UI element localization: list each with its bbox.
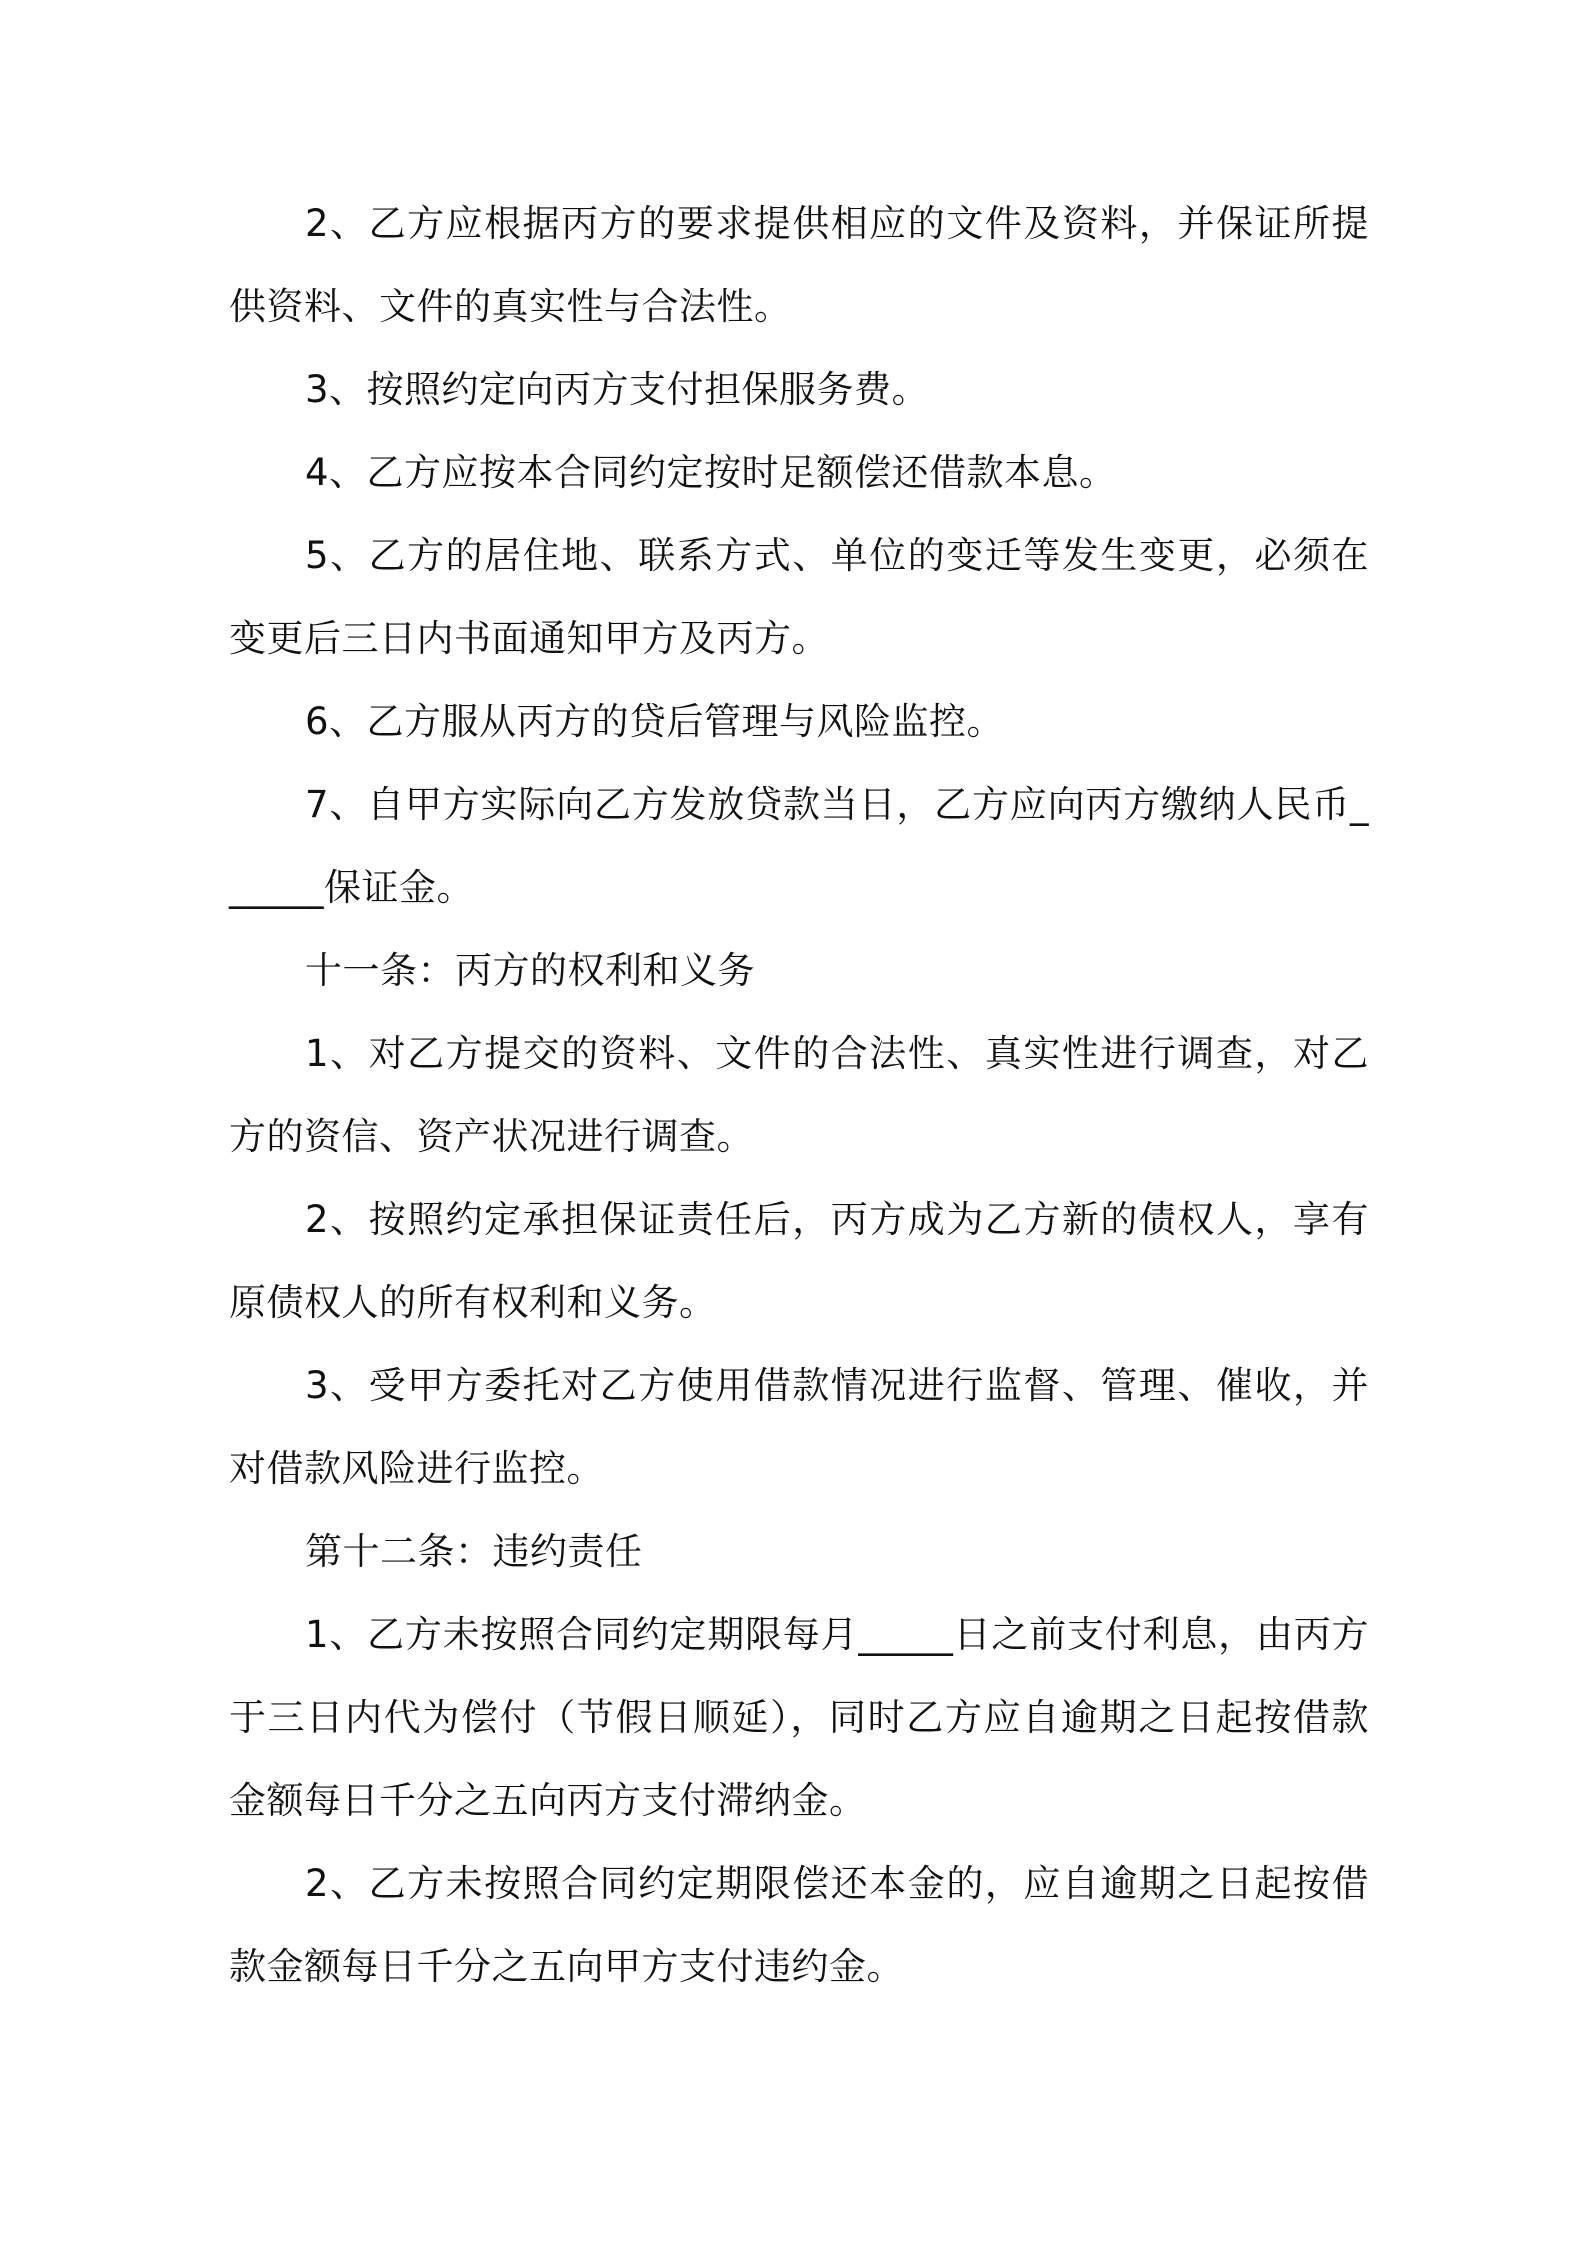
clause-6-risk-monitoring: 6、乙方服从丙方的贷后管理与风险监控。 <box>305 700 1005 743</box>
clause-1-investigation: 1、对乙方提交的资料、文件的合法性、真实性进行调查，对乙方的资信、资产状况进行调查。 <box>229 1032 1369 1158</box>
section-heading-12: 第十二条：违约责任 <box>305 1530 643 1573</box>
clause-5-notify-changes: 5、乙方的居住地、联系方式、单位的变迁等发生变更，必须在变更后三日内书面通知甲方及丙方。 <box>229 534 1369 660</box>
clause-1-late-interest: 1、乙方未按照合同约定期限每月_____日之前支付利息，由丙方于三日内代为偿付（节假日顺延），同时乙方应自逾期之日起按借款金额每日千分之五向丙方支付滞纳金。 <box>229 1613 1369 1822</box>
clause-7-deposit: 7、自甲方实际向乙方发放贷款当日，乙方应向丙方缴纳人民币______保证金。 <box>229 783 1369 909</box>
clause-3-supervision: 3、受甲方委托对乙方使用借款情况进行监督、管理、催收，并对借款风险进行监控。 <box>229 1364 1369 1490</box>
clause-2-provide-documents: 2、乙方应根据丙方的要求提供相应的文件及资料，并保证所提供资料、文件的真实性与合法性。 <box>229 202 1369 328</box>
document-body <box>229 182 1369 2008</box>
clause-4-repay-loan: 4、乙方应按本合同约定按时足额偿还借款本息。 <box>305 451 1117 494</box>
clause-2-new-creditor: 2、按照约定承担保证责任后，丙方成为乙方新的债权人，享有原债权人的所有权利和义务。 <box>229 1198 1369 1324</box>
clause-3-pay-guarantee-fee: 3、按照约定向丙方支付担保服务费。 <box>305 368 930 411</box>
clause-2-late-principal: 2、乙方未按照合同约定期限偿还本金的，应自逾期之日起按借款金额每日千分之五向甲方支付违约金。 <box>229 1862 1369 1988</box>
section-heading-11: 十一条：丙方的权利和义务 <box>305 949 755 992</box>
